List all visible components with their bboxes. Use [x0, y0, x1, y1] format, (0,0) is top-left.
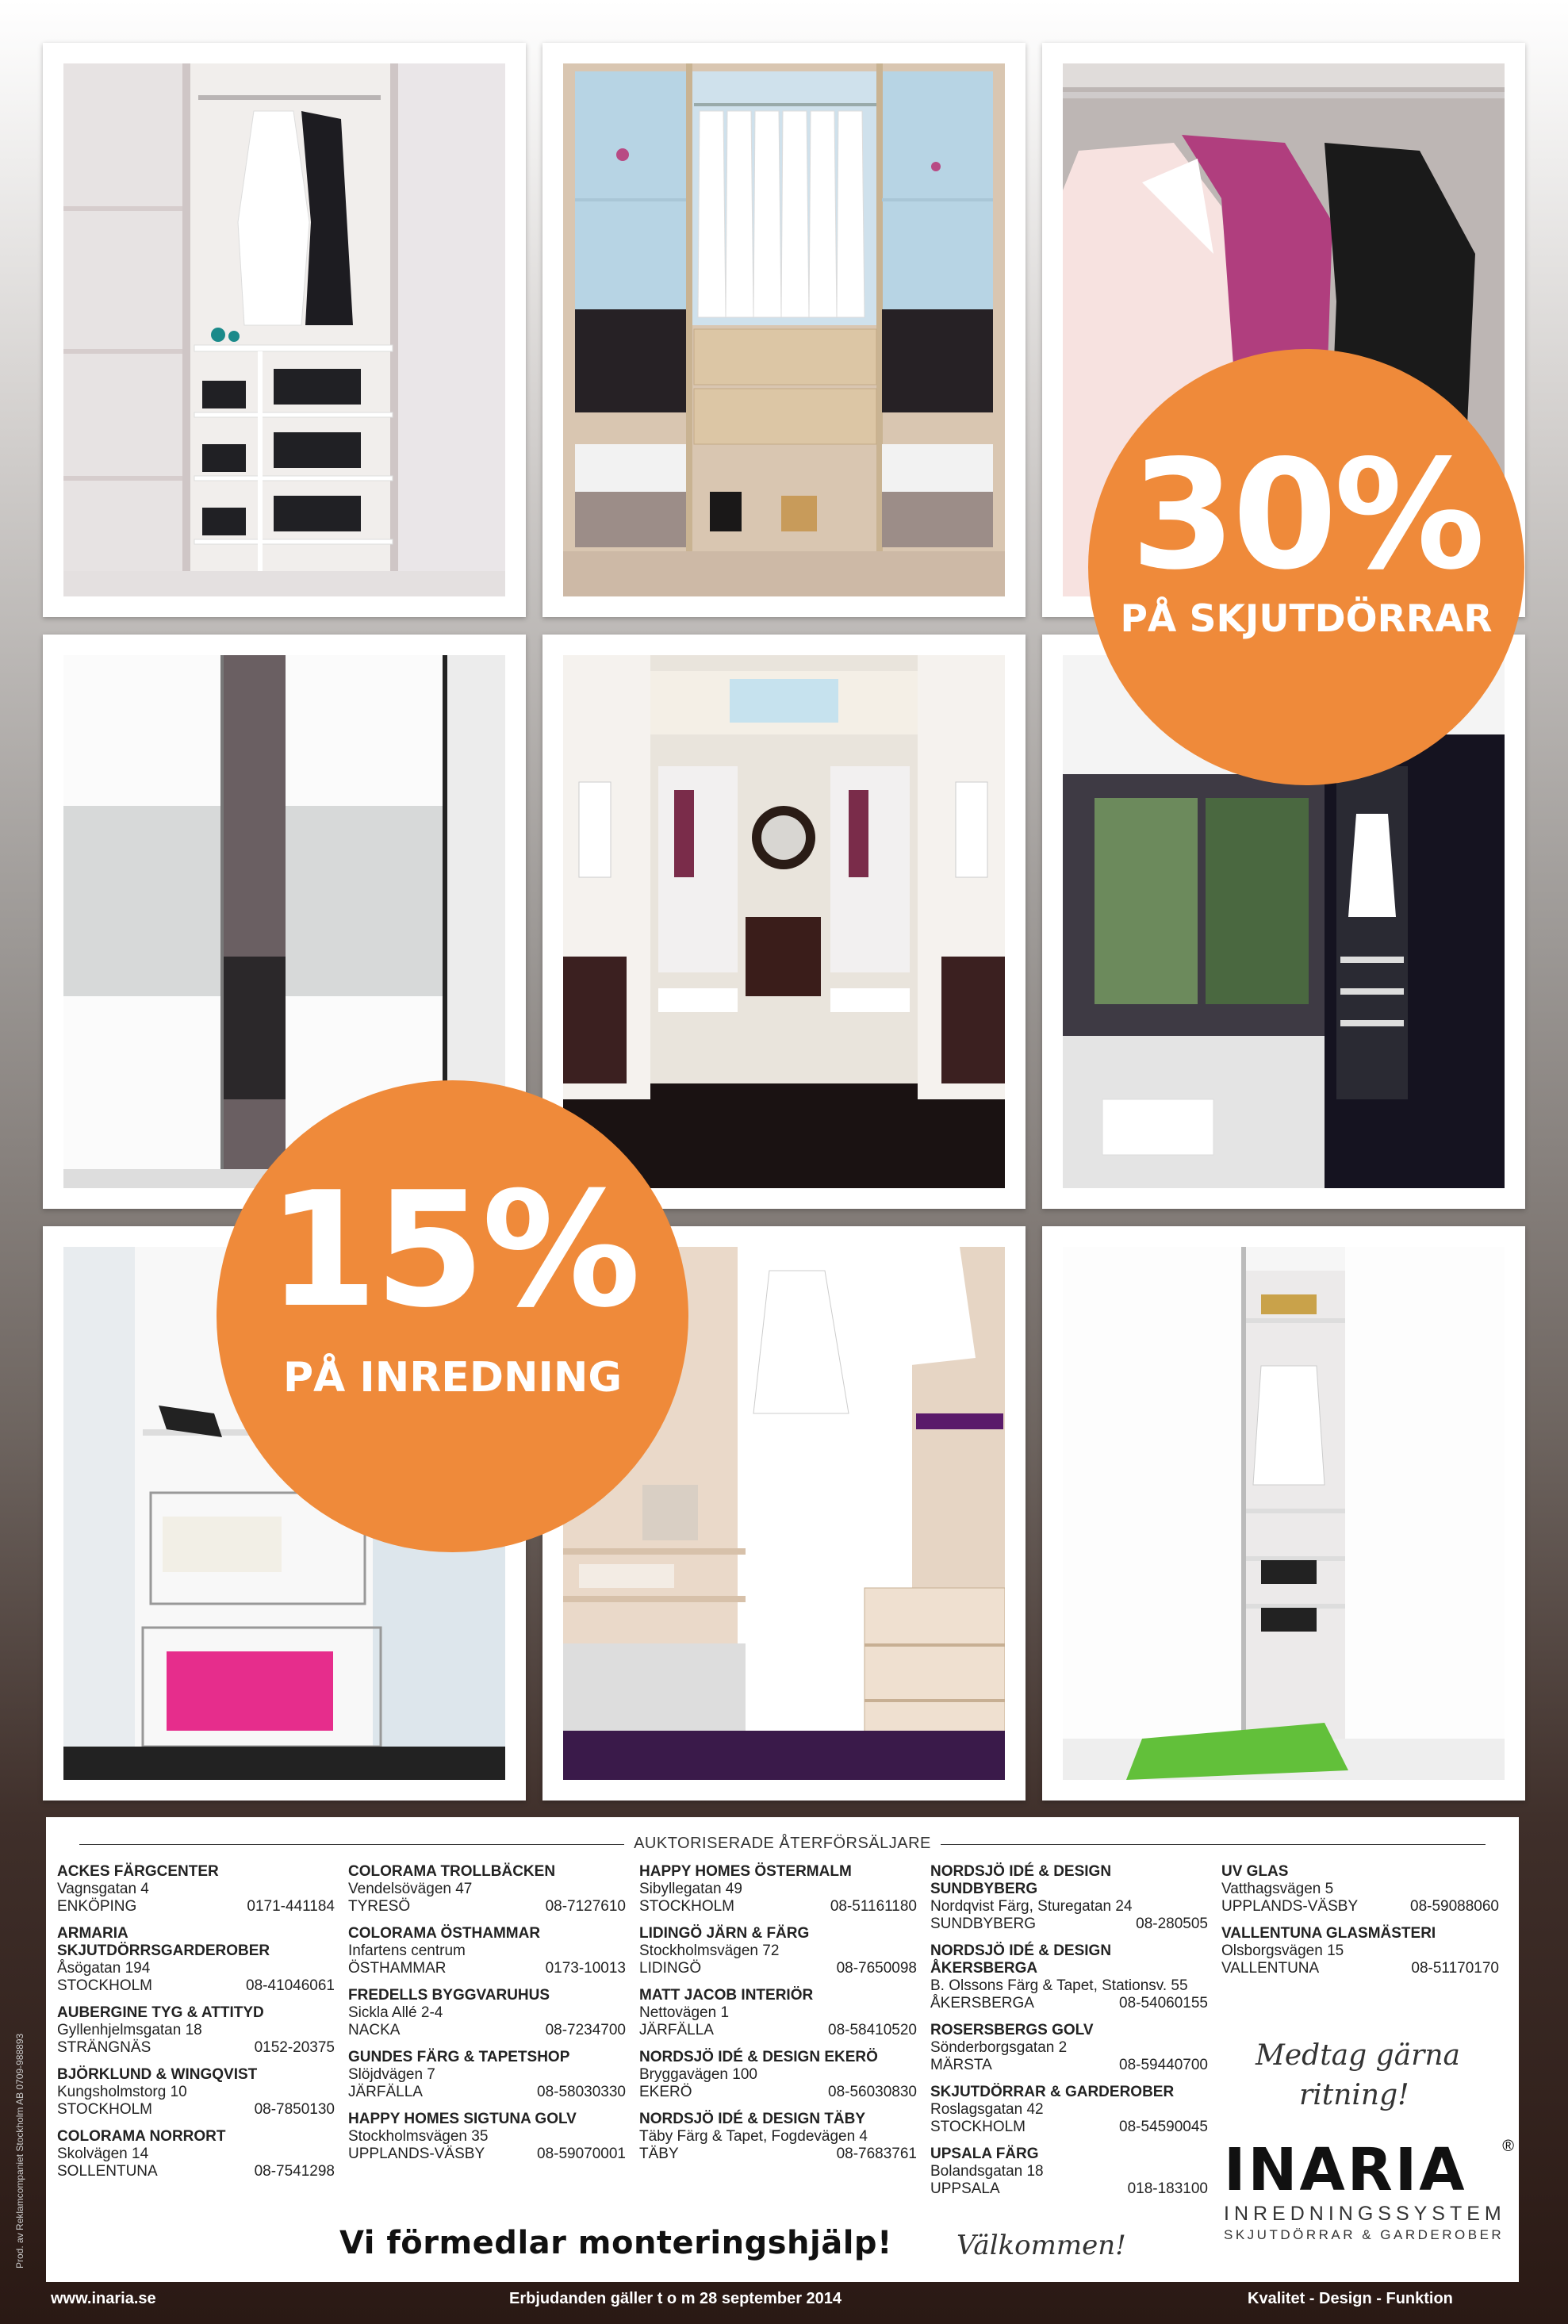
- dealer-entry: [348, 1925, 626, 1977]
- dealer-street: Slöjdvägen 7: [348, 2066, 435, 2083]
- dealer-street: Nordqvist Färg, Sturegatan 24: [930, 1898, 1133, 1915]
- dealer-entry: [639, 2049, 917, 2101]
- dealer-name: AUBERGINE TYG & ATTITYD: [57, 2004, 264, 2021]
- dealer-phone: 08-7234700: [545, 2022, 626, 2038]
- dealer-street: Åsögatan 194: [57, 1960, 151, 1977]
- dealer-entry: [348, 1863, 626, 1916]
- dealer-phone: 08-59070001: [537, 2146, 626, 2162]
- dealer-street: Kungsholmstorg 10: [57, 2084, 187, 2100]
- dealer-city: ENKÖPING: [57, 1898, 137, 1915]
- dealer-street: Gyllenhjelmsgatan 18: [57, 2022, 202, 2038]
- dealer-entry: [639, 2111, 917, 2163]
- dealer-name: COLORAMA NORRORT: [57, 2128, 226, 2145]
- dealer-city: STOCKHOLM: [930, 2119, 1026, 2135]
- logo-tagline: SKJUTDÖRRAR & GARDEROBER: [1224, 2227, 1505, 2242]
- wardrobe-photo-1: [43, 43, 526, 617]
- logo-word: INARIA: [1224, 2136, 1467, 2204]
- dealer-name: GUNDES FÄRG & TAPETSHOP: [348, 2049, 570, 2065]
- dealer-street: Skolvägen 14: [57, 2146, 149, 2162]
- dealer-entry: [57, 2128, 335, 2180]
- dealer-city: LIDINGÖ: [639, 1960, 702, 1977]
- dealer-entry: [639, 1925, 917, 1977]
- dealer-phone: 08-7850130: [254, 2101, 335, 2118]
- dealer-phone: 08-7541298: [254, 2163, 335, 2180]
- assembly-help-text: Vi förmedlar monteringshjälp!: [339, 2225, 892, 2261]
- dealer-name: MATT JACOB INTERIÖR: [639, 1987, 814, 2004]
- dealer-city: MÄRSTA: [930, 2057, 992, 2073]
- dealer-entry: [57, 2004, 335, 2057]
- dealer-city: STOCKHOLM: [57, 2101, 153, 2118]
- dealer-name: HAPPY HOMES ÖSTERMALM: [639, 1863, 852, 1880]
- discount-badge-15: [217, 1080, 688, 1552]
- dealer-phone: 0152-20375: [254, 2039, 335, 2056]
- dealer-entry: [930, 1942, 1208, 2012]
- dealer-phone: 0173-10013: [545, 1960, 626, 1977]
- dealer-entry: [57, 1925, 335, 1995]
- dealer-name: NORDSJÖ IDÉ & DESIGN TÄBY: [639, 2111, 866, 2127]
- dealers-column-2: [348, 1863, 626, 2173]
- dealer-entry: [348, 2049, 626, 2101]
- dealer-name: VALLENTUNA GLASMÄSTERI: [1221, 1925, 1436, 1942]
- dealer-entry: [639, 1987, 917, 2039]
- dealer-city: STRÄNGNÄS: [57, 2039, 151, 2056]
- dealer-city: SUNDBYBERG: [930, 1916, 1037, 1932]
- wardrobe-photo-2: [542, 43, 1026, 617]
- wardrobe-photo-5: [542, 635, 1026, 1209]
- dealer-phone: 08-56030830: [828, 2084, 917, 2100]
- dealer-street: Olsborgsvägen 15: [1221, 1942, 1344, 1959]
- dealer-street: B. Olssons Färg & Tapet, Stationsv. 55: [930, 1977, 1188, 1994]
- dealer-city: STOCKHOLM: [57, 1977, 153, 1994]
- dealer-city: NACKA: [348, 2022, 401, 2038]
- dealer-phone: 08-54590045: [1119, 2119, 1208, 2135]
- dealer-city: UPPLANDS-VÄSBY: [1221, 1898, 1359, 1915]
- dealer-name: UPSALA FÄRG: [930, 2146, 1039, 2162]
- dealer-entry: [1221, 1925, 1499, 1977]
- logo-subtitle: INREDNINGSSYSTEM: [1224, 2203, 1506, 2225]
- dealer-entry: [930, 2022, 1208, 2074]
- dealer-street: Täby Färg & Tapet, Fogdevägen 4: [639, 2128, 868, 2145]
- dealer-street: Infartens centrum: [348, 1942, 466, 1959]
- dealer-name: LIDINGÖ JÄRN & FÄRG: [639, 1925, 810, 1942]
- dealer-name: UV GLAS: [1221, 1863, 1289, 1880]
- dealer-phone: 08-58030330: [537, 2084, 626, 2100]
- wardrobe-photo-9: [1042, 1226, 1525, 1801]
- dealers-title: AUKTORISERADE ÅTERFÖRSÄLJARE: [46, 1835, 1519, 1853]
- handwritten-note-2: ritning!: [1299, 2079, 1409, 2111]
- dealer-city: ÅKERSBERGA: [930, 1995, 1034, 2011]
- dealer-phone: 08-41046061: [246, 1977, 335, 1994]
- dealer-phone: 08-51161180: [830, 1898, 917, 1915]
- dealer-street: Bolandsgatan 18: [930, 2163, 1044, 2180]
- dealer-entry: [930, 2146, 1208, 2198]
- dealer-street: Bryggavägen 100: [639, 2066, 757, 2083]
- dealer-entry: [639, 1863, 917, 1916]
- dealer-entry: [930, 2084, 1208, 2136]
- discount-badge-30: [1088, 349, 1524, 785]
- dealers-column-5: [1221, 1863, 1499, 1987]
- dealer-street: Vagnsgatan 4: [57, 1881, 149, 1897]
- registered-mark: ®: [1502, 2138, 1514, 2155]
- website-link[interactable]: www.inaria.se: [51, 2290, 156, 2307]
- dealer-name: NORDSJÖ IDÉ & DESIGN EKERÖ: [639, 2049, 878, 2065]
- dealer-city: TÄBY: [639, 2146, 679, 2162]
- dealer-phone: 08-7127610: [545, 1898, 626, 1915]
- dealer-phone: 08-59088060: [1410, 1898, 1499, 1915]
- dealer-entry: [57, 1863, 335, 1916]
- dealer-name: HAPPY HOMES SIGTUNA GOLV: [348, 2111, 577, 2127]
- dealer-entry: [348, 1987, 626, 2039]
- dealer-name: COLORAMA TROLLBÄCKEN: [348, 1863, 556, 1880]
- dealers-column-1: [57, 1863, 335, 2190]
- dealer-phone: 018-183100: [1127, 2180, 1208, 2197]
- dealer-name: COLORAMA ÖSTHAMMAR: [348, 1925, 541, 1942]
- dealer-name: ROSERSBERGS GOLV: [930, 2022, 1094, 2038]
- dealer-name: ARMARIA SKJUTDÖRRSGARDEROBER: [57, 1925, 270, 1959]
- dealer-street: Sickla Allé 2-4: [348, 2004, 443, 2021]
- dealers-column-4: [930, 1863, 1208, 2207]
- dealer-entry: [930, 1863, 1208, 1933]
- dealer-name: NORDSJÖ IDÉ & DESIGN ÅKERSBERGA: [930, 1942, 1112, 1977]
- dealer-name: FREDELLS BYGGVARUHUS: [348, 1987, 550, 2004]
- dealer-street: Vendelsövägen 47: [348, 1881, 473, 1897]
- offer-validity: Erbjudanden gäller t o m 28 september 2014: [509, 2290, 842, 2307]
- dealer-phone: 08-54060155: [1119, 1995, 1208, 2011]
- production-credit: Prod. av Reklamcompaniet Stockholm AB 0709-988893: [14, 2033, 25, 2268]
- dealer-city: ÖSTHAMMAR: [348, 1960, 447, 1977]
- dealer-name: NORDSJÖ IDÉ & DESIGN SUNDBYBERG: [930, 1863, 1112, 1897]
- dealer-name: BJÖRKLUND & WINGQVIST: [57, 2066, 258, 2083]
- dealer-street: Vatthagsvägen 5: [1221, 1881, 1334, 1897]
- inaria-logo: [1224, 2136, 1514, 2243]
- dealer-phone: 0171-441184: [247, 1898, 335, 1915]
- dealer-phone: 08-58410520: [828, 2022, 917, 2038]
- dealer-phone: 08-59440700: [1119, 2057, 1208, 2073]
- dealer-entry: [57, 2066, 335, 2119]
- dealer-entry: [1221, 1863, 1499, 1916]
- dealer-street: Nettovägen 1: [639, 2004, 730, 2021]
- dealer-name: SKJUTDÖRRAR & GARDEROBER: [930, 2084, 1175, 2100]
- dealer-city: STOCKHOLM: [639, 1898, 735, 1915]
- dealer-city: EKERÖ: [639, 2084, 692, 2100]
- dealer-city: VALLENTUNA: [1221, 1960, 1320, 1977]
- discount-30-percent: 30%: [1130, 428, 1482, 603]
- dealer-entry: [348, 2111, 626, 2163]
- dealer-street: Roslagsgatan 42: [930, 2101, 1044, 2118]
- dealer-phone: 08-280505: [1136, 1916, 1208, 1932]
- dealer-city: JÄRFÄLLA: [348, 2084, 423, 2100]
- dealer-phone: 08-51170170: [1411, 1960, 1499, 1977]
- dealer-city: UPPSALA: [930, 2180, 1000, 2197]
- welcome-text: Välkommen!: [957, 2230, 1126, 2261]
- dealer-phone: 08-7650098: [836, 1960, 917, 1977]
- dealers-column-3: [639, 1863, 917, 2173]
- dealer-city: SOLLENTUNA: [57, 2163, 158, 2180]
- handwritten-note-1: Medtag gärna: [1256, 2039, 1460, 2072]
- dealer-street: Sibyllegatan 49: [639, 1881, 742, 1897]
- discount-15-text: PÅ INREDNING: [282, 1354, 623, 1402]
- dealer-name: ACKES FÄRGCENTER: [57, 1863, 219, 1880]
- footer-tagline: Kvalitet - Design - Funktion: [1248, 2290, 1453, 2307]
- discount-15-percent: 15%: [267, 1158, 638, 1343]
- dealer-phone: 08-7683761: [836, 2146, 917, 2162]
- discount-30-text: PÅ SKJUTDÖRRAR: [1120, 597, 1493, 641]
- dealers-panel: [46, 1817, 1519, 2282]
- dealer-city: UPPLANDS-VÄSBY: [348, 2146, 485, 2162]
- dealer-city: JÄRFÄLLA: [639, 2022, 714, 2038]
- dealer-street: Stockholmsvägen 35: [348, 2128, 489, 2145]
- dealer-street: Sönderborgsgatan 2: [930, 2039, 1068, 2056]
- dealer-street: Stockholmsvägen 72: [639, 1942, 780, 1959]
- dealer-city: TYRESÖ: [348, 1898, 411, 1915]
